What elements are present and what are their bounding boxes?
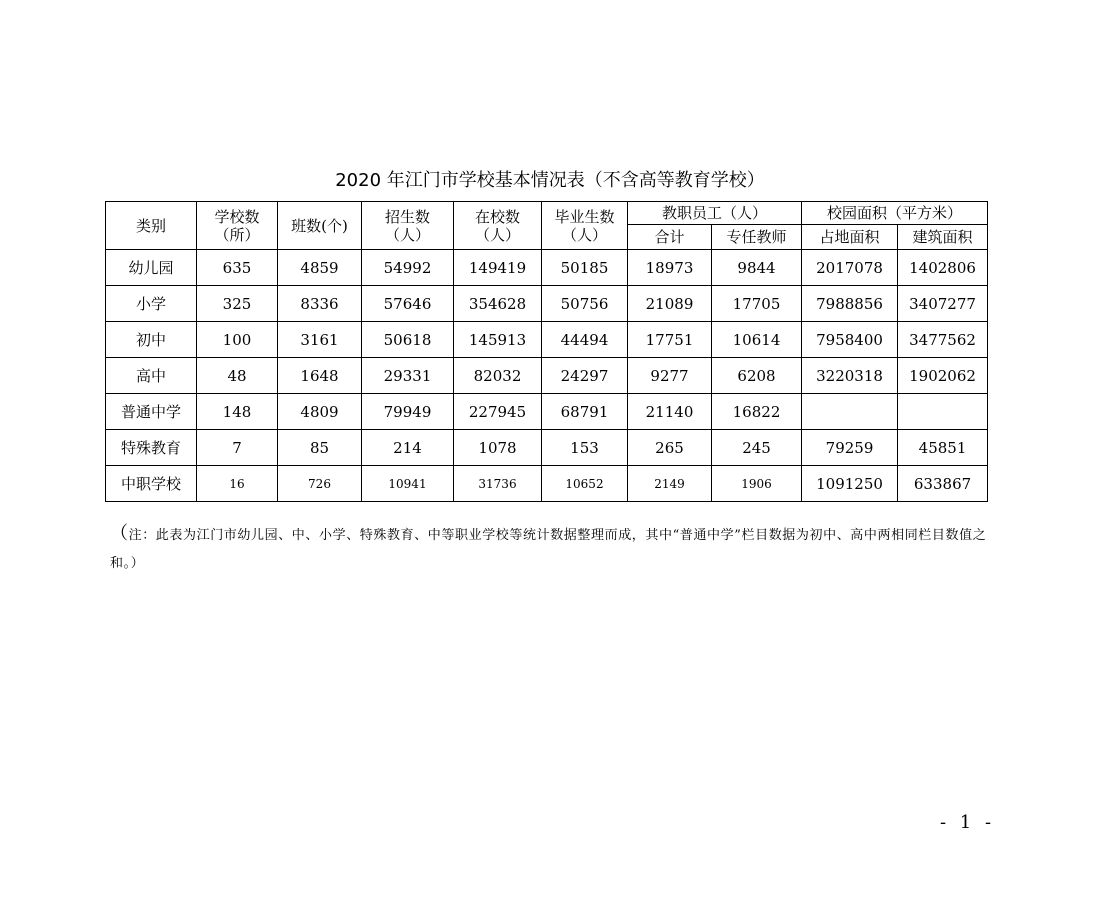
table-cell: 17705 xyxy=(712,286,802,322)
table-cell: 7 xyxy=(197,430,278,466)
table-cell: 2149 xyxy=(628,466,712,502)
table-cell: 48 xyxy=(197,358,278,394)
header-schools xyxy=(197,202,278,250)
table-cell: 1906 xyxy=(712,466,802,502)
header-enrolled-line2: （人） xyxy=(384,225,430,244)
row-category-cell: 中职学校 xyxy=(106,466,197,502)
table-cell: 31736 xyxy=(454,466,542,502)
table-cell: 79259 xyxy=(802,430,898,466)
header-schools-line2: （所） xyxy=(214,225,260,244)
table-cell: 726 xyxy=(278,466,362,502)
header-category: 类别 xyxy=(106,202,197,250)
table-cell: 8336 xyxy=(278,286,362,322)
table-cell: 85 xyxy=(278,430,362,466)
table-cell: 149419 xyxy=(454,250,542,286)
table-cell: 7958400 xyxy=(802,322,898,358)
header-students-line1: 在校数 xyxy=(474,207,520,226)
table-row xyxy=(106,286,988,322)
table-cell: 1902062 xyxy=(898,358,988,394)
table-cell: 54992 xyxy=(362,250,454,286)
table-cell: 145913 xyxy=(454,322,542,358)
table-cell: 16822 xyxy=(712,394,802,430)
table-cell: 245 xyxy=(712,430,802,466)
table-cell: 9277 xyxy=(628,358,712,394)
table-cell: 633867 xyxy=(898,466,988,502)
header-students-line2: （人） xyxy=(474,225,520,244)
header-schools-line1: 学校数 xyxy=(214,207,260,226)
table-cell: 10941 xyxy=(362,466,454,502)
header-enrolled-line1: 招生数 xyxy=(384,207,430,226)
table-cell: 7988856 xyxy=(802,286,898,322)
header-graduates-line1: 毕业生数 xyxy=(554,207,615,226)
table-cell: 82032 xyxy=(454,358,542,394)
footnote-paren: （ xyxy=(110,523,129,544)
header-row-1 xyxy=(106,202,988,225)
table-cell: 29331 xyxy=(362,358,454,394)
table-cell: 21140 xyxy=(628,394,712,430)
header-staff-teachers: 专任教师 xyxy=(712,225,802,250)
table-cell: 50618 xyxy=(362,322,454,358)
table-cell: 16 xyxy=(197,466,278,502)
table-cell: 50185 xyxy=(542,250,628,286)
footnote-text: 注：此表为江门市幼儿园、中、小学、特殊教育、中等职业学校等统计数据整理而成，其中“普通中学”栏目数据为初中、高中两相同栏目数值之和。） xyxy=(110,528,987,571)
table-row xyxy=(106,466,988,502)
table-cell: 6208 xyxy=(712,358,802,394)
table-cell: 635 xyxy=(197,250,278,286)
table-cell: 21089 xyxy=(628,286,712,322)
table-cell: 2017078 xyxy=(802,250,898,286)
table-cell: 44494 xyxy=(542,322,628,358)
table-cell: 57646 xyxy=(362,286,454,322)
table-row xyxy=(106,322,988,358)
table-cell: 45851 xyxy=(898,430,988,466)
table-body xyxy=(106,250,988,502)
table-cell: 10652 xyxy=(542,466,628,502)
table-cell: 325 xyxy=(197,286,278,322)
table-cell: 100 xyxy=(197,322,278,358)
table-cell: 4859 xyxy=(278,250,362,286)
table-cell: 1091250 xyxy=(802,466,898,502)
table-cell: 153 xyxy=(542,430,628,466)
school-statistics-table xyxy=(105,201,988,502)
footnote xyxy=(110,520,990,578)
table-cell: 68791 xyxy=(542,394,628,430)
table-cell: 18973 xyxy=(628,250,712,286)
table-row xyxy=(106,358,988,394)
header-area-group: 校园面积（平方米） xyxy=(802,202,988,225)
row-category-cell: 初中 xyxy=(106,322,197,358)
row-category-cell: 高中 xyxy=(106,358,197,394)
table-cell: 265 xyxy=(628,430,712,466)
row-category-cell: 幼儿园 xyxy=(106,250,197,286)
table-cell: 354628 xyxy=(454,286,542,322)
page-number: - 1 - xyxy=(940,812,996,833)
table-cell: 3161 xyxy=(278,322,362,358)
header-graduates-line2: （人） xyxy=(561,225,607,244)
table-cell: 1402806 xyxy=(898,250,988,286)
row-category-cell: 小学 xyxy=(106,286,197,322)
header-graduates xyxy=(542,202,628,250)
table-cell: 214 xyxy=(362,430,454,466)
table-row xyxy=(106,250,988,286)
table-cell: 4809 xyxy=(278,394,362,430)
table-cell xyxy=(898,394,988,430)
header-area-land: 占地面积 xyxy=(802,225,898,250)
header-enrolled xyxy=(362,202,454,250)
header-staff-total: 合计 xyxy=(628,225,712,250)
table-cell: 9844 xyxy=(712,250,802,286)
header-area-building: 建筑面积 xyxy=(898,225,988,250)
table-cell: 50756 xyxy=(542,286,628,322)
table-cell: 3477562 xyxy=(898,322,988,358)
table-row xyxy=(106,430,988,466)
table-cell: 3407277 xyxy=(898,286,988,322)
table-cell: 1078 xyxy=(454,430,542,466)
row-category-cell: 普通中学 xyxy=(106,394,197,430)
table-cell xyxy=(802,394,898,430)
table-row xyxy=(106,394,988,430)
table-cell: 79949 xyxy=(362,394,454,430)
header-staff-group: 教职员工（人） xyxy=(628,202,802,225)
table-cell: 17751 xyxy=(628,322,712,358)
table-cell: 1648 xyxy=(278,358,362,394)
table-cell: 3220318 xyxy=(802,358,898,394)
row-category-cell: 特殊教育 xyxy=(106,430,197,466)
header-students xyxy=(454,202,542,250)
table-cell: 10614 xyxy=(712,322,802,358)
table-cell: 227945 xyxy=(454,394,542,430)
table-title: 2020 年江门市学校基本情况表（不含高等教育学校） xyxy=(335,170,765,191)
table-cell: 148 xyxy=(197,394,278,430)
table-cell: 24297 xyxy=(542,358,628,394)
header-classes: 班数(个) xyxy=(278,202,362,250)
